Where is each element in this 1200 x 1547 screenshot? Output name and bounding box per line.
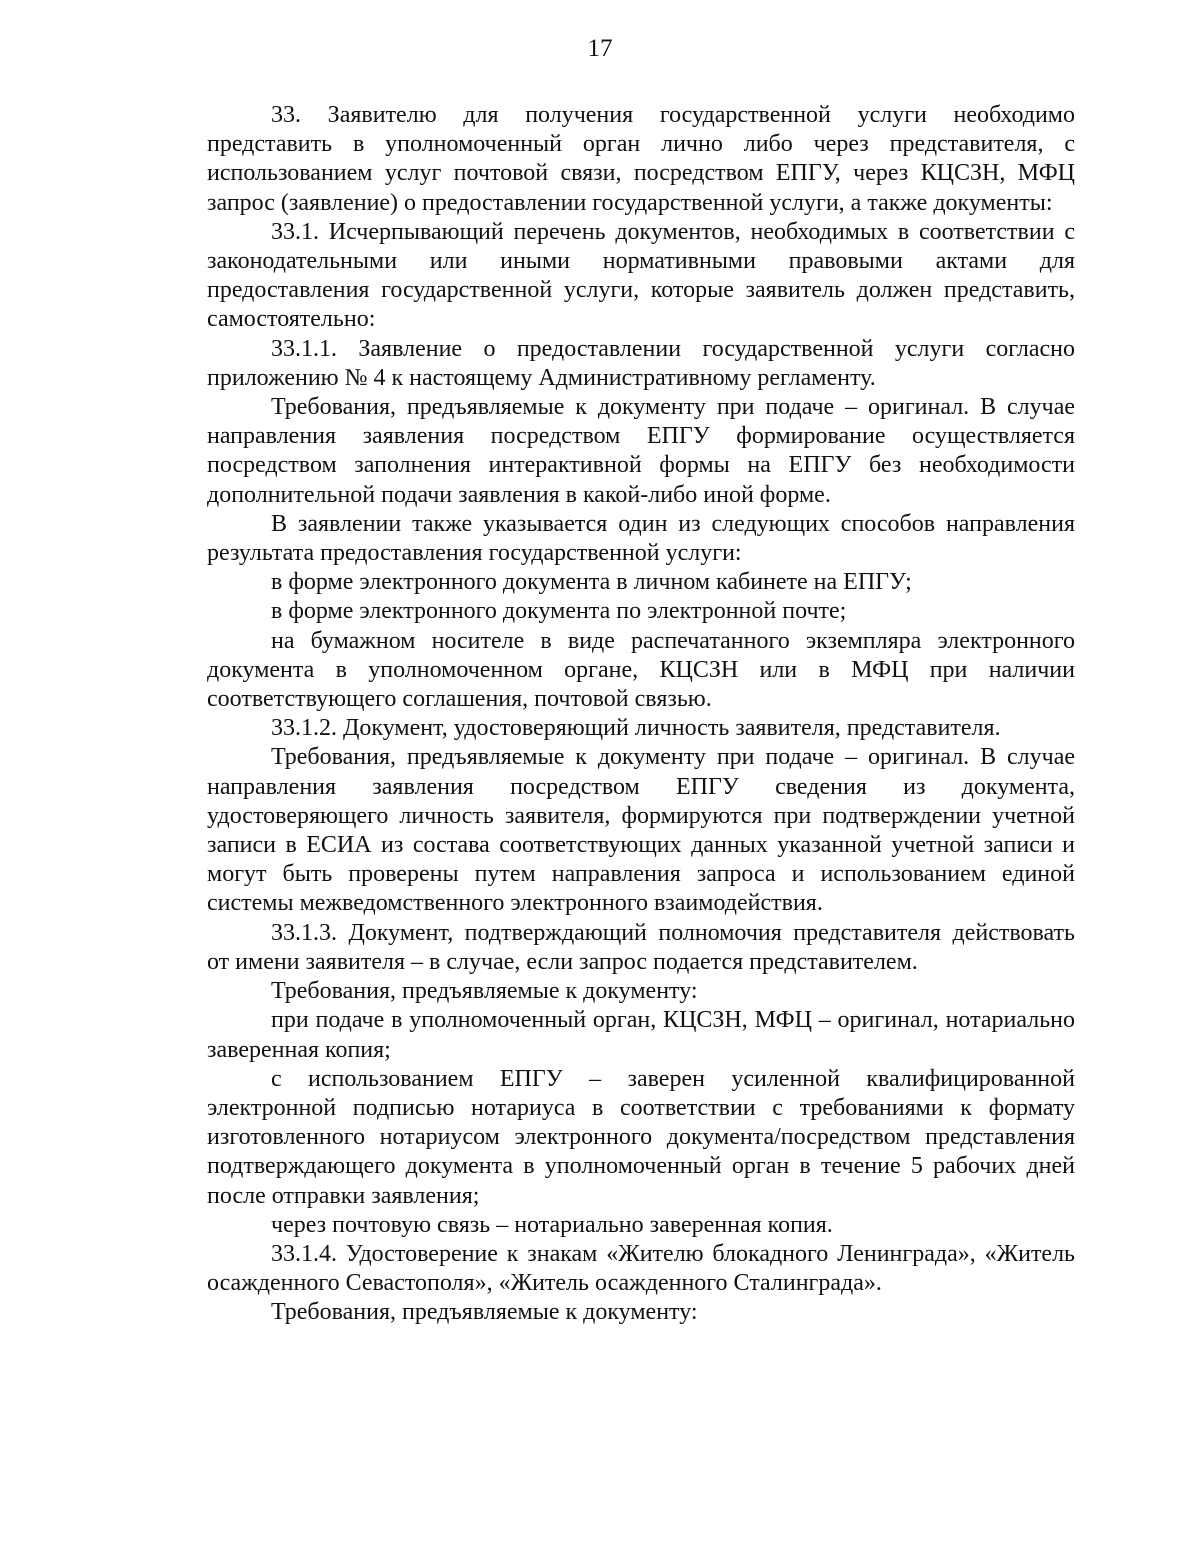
paragraph-33-1-1: 33.1.1. Заявление о предоставлении государственной услуги согласно приложению № 4 к настоящему Административному регламенту. [207, 335, 1075, 391]
list-item-epgu-signature: с использованием ЕПГУ – заверен усиленной квалифицированной электронной подписью нотариуса в соответствии с требованиями к формату изготовленного нотариусом электронного документа/посредством представления подтверждающего документа в уполномоченный орган в течение 5 рабочих дней после отправки заявления; [207, 1065, 1075, 1209]
list-item-email: в форме электронного документа по электронной почте; [271, 598, 847, 625]
paragraph-result-methods: В заявлении также указывается один из следующих способов направления результата предоставления государственной услуги: [207, 510, 1075, 567]
paragraph-requirements-application: Требования, предъявляемые к документу при подаче – оригинал. В случае направления заявления посредством ЕПГУ формирование осуществляется посредством заполнения интерактивной формы на ЕПГУ без необходимости дополнительной подачи заявления в какой-либо иной форме. [207, 394, 1075, 508]
paragraph-requirements-identity: Требования, предъявляемые к документу при подаче – оригинал. В случае направления заявления посредством ЕПГУ сведения из документа, удостоверяющего личность заявителя, формируются при подтверждении учетной записи в ЕСИА из состава соответствующих данных указанной учетной записи и могут быть проверены путем направления запроса и использованием единой системы межведомственного электронного взаимодействия. [207, 744, 1075, 917]
list-item-epgu-cabinet: в форме электронного документа в личном кабинете на ЕПГУ; [271, 569, 912, 596]
paragraph-requirements-heading: Требования, предъявляемые к документу: [271, 978, 698, 1005]
paragraph-33-1-2: 33.1.2. Документ, удостоверяющий личность заявителя, представителя. [271, 715, 1001, 742]
paragraph-33-1-3: 33.1.3. Документ, подтверждающий полномочия представителя действовать от имени заявителя – в случае, если запрос подается представителем. [207, 919, 1075, 975]
list-item-post: через почтовую связь – нотариально заверенная копия. [271, 1211, 833, 1238]
paragraph-33: 33. Заявителю для получения государственной услуги необходимо представить в уполномоченный орган лично либо через представителя, с использованием услуг почтовой связи, посредством ЕПГУ, через КЦСЗН, МФЦ запрос (заявление) о предоставлении государственной услуги, а также документы: [207, 102, 1075, 216]
paragraph-33-1-4: 33.1.4. Удостоверение к знакам «Жителю блокадного Ленинграда», «Житель осажденного Севастополя», «Житель осажденного Сталинграда». [207, 1240, 1075, 1297]
paragraph-requirements-heading-2: Требования, предъявляемые к документу: [271, 1299, 698, 1326]
document-body [207, 101, 1075, 1328]
list-item-paper: на бумажном носителе в виде распечатанного экземпляра электронного документа в уполномоченном органе, КЦСЗН или в МФЦ при наличии соответствующего соглашения, почтовой связью. [207, 627, 1075, 713]
list-item-in-person: при подаче в уполномоченный орган, КЦСЗН, МФЦ – оригинал, нотариально заверенная копия; [207, 1007, 1075, 1063]
page-number: 17 [587, 35, 613, 62]
paragraph-33-1: 33.1. Исчерпывающий перечень документов, необходимых в соответствии с законодательными или иными нормативными правовыми актами для предоставления государственной услуги, которые заявитель должен представить, самостоятельно: [207, 218, 1075, 333]
